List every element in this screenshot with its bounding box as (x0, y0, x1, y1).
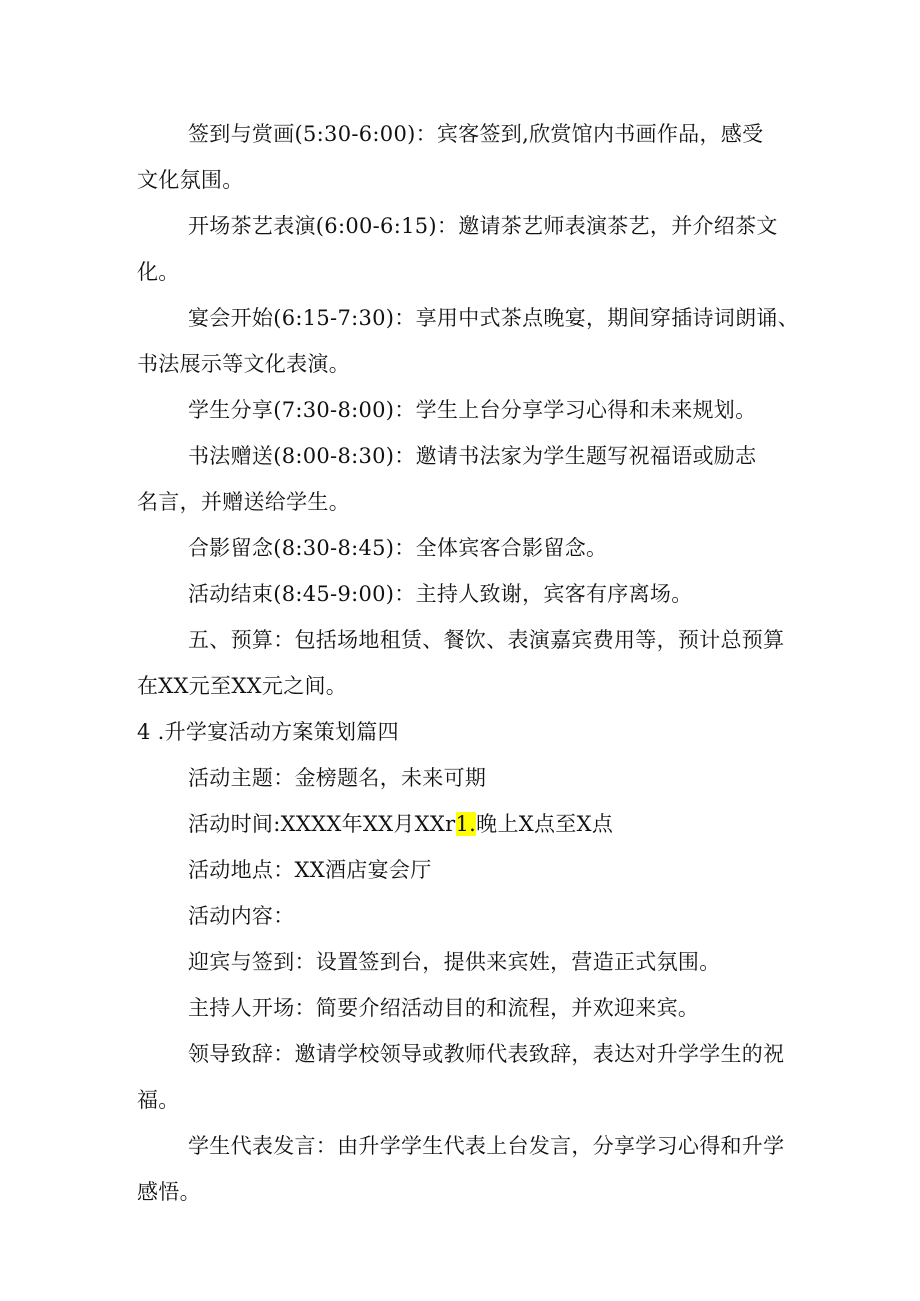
event-time-label: 活动时间:XXXX年XX月XXr (188, 812, 456, 836)
event-theme: 活动主题：金榜题名，未来可期 (188, 766, 487, 790)
schedule-sign-in-cont: 文化氛围。 (137, 168, 244, 192)
schedule-tea-performance-cont: 化。 (137, 260, 180, 284)
schedule-calligraphy-gift: 书法赠送(8:00-8:30)：邀请书法家为学生题写祝福语或励志 (188, 444, 757, 468)
schedule-calligraphy-gift-cont: 名言，并赠送给学生。 (137, 490, 350, 514)
event-time (188, 810, 613, 838)
budget-paragraph: 五、预算：包括场地租赁、餐饮、表演嘉宾费用等，预计总预算 (188, 628, 785, 652)
highlight-mark: 1. (455, 812, 477, 836)
schedule-sign-in: 签到与赏画(5:30-6:00)：宾客签到,欣赏馆内书画作品，感受 (188, 122, 764, 146)
schedule-banquet-cont: 书法展示等文化表演。 (137, 352, 350, 376)
schedule-end: 活动结束(8:45-9:00)：主持人致谢，宾客有序离场。 (188, 582, 693, 606)
schedule-tea-performance: 开场茶艺表演(6:00-6:15)：邀请茶艺师表演茶艺，并介绍茶文 (188, 214, 778, 238)
content-student-speech: 学生代表发言：由升学学生代表上台发言，分享学习心得和升学 (188, 1134, 785, 1158)
event-content-label: 活动内容： (188, 904, 295, 928)
content-student-speech-cont: 感悟。 (137, 1180, 201, 1204)
budget-paragraph-cont: 在XX元至XX元之间。 (137, 674, 348, 698)
section-heading: 4 .升学宴活动方案策划篇四 (137, 720, 399, 744)
event-location: 活动地点：XX酒店宴会厅 (188, 858, 432, 882)
content-host-opening: 主持人开场：简要介绍活动目的和流程，并欢迎来宾。 (188, 996, 700, 1020)
content-welcome: 迎宾与签到：设置签到台，提供来宾姓，营造正式氛围。 (188, 950, 721, 974)
content-leader-speech-cont: 福。 (137, 1088, 180, 1112)
schedule-banquet: 宴会开始(6:15-7:30)：享用中式茶点晚宴，期间穿插诗词朗诵、 (188, 306, 799, 330)
content-leader-speech: 领导致辞：邀请学校领导或教师代表致辞，表达对升学学生的祝 (188, 1042, 785, 1066)
schedule-group-photo: 合影留念(8:30-8:45)：全体宾客合影留念。 (188, 536, 608, 560)
event-time-rest: 晚上X点至X点 (476, 812, 614, 836)
schedule-student-share: 学生分享(7:30-8:00)：学生上台分享学习心得和未来规划。 (188, 398, 757, 422)
